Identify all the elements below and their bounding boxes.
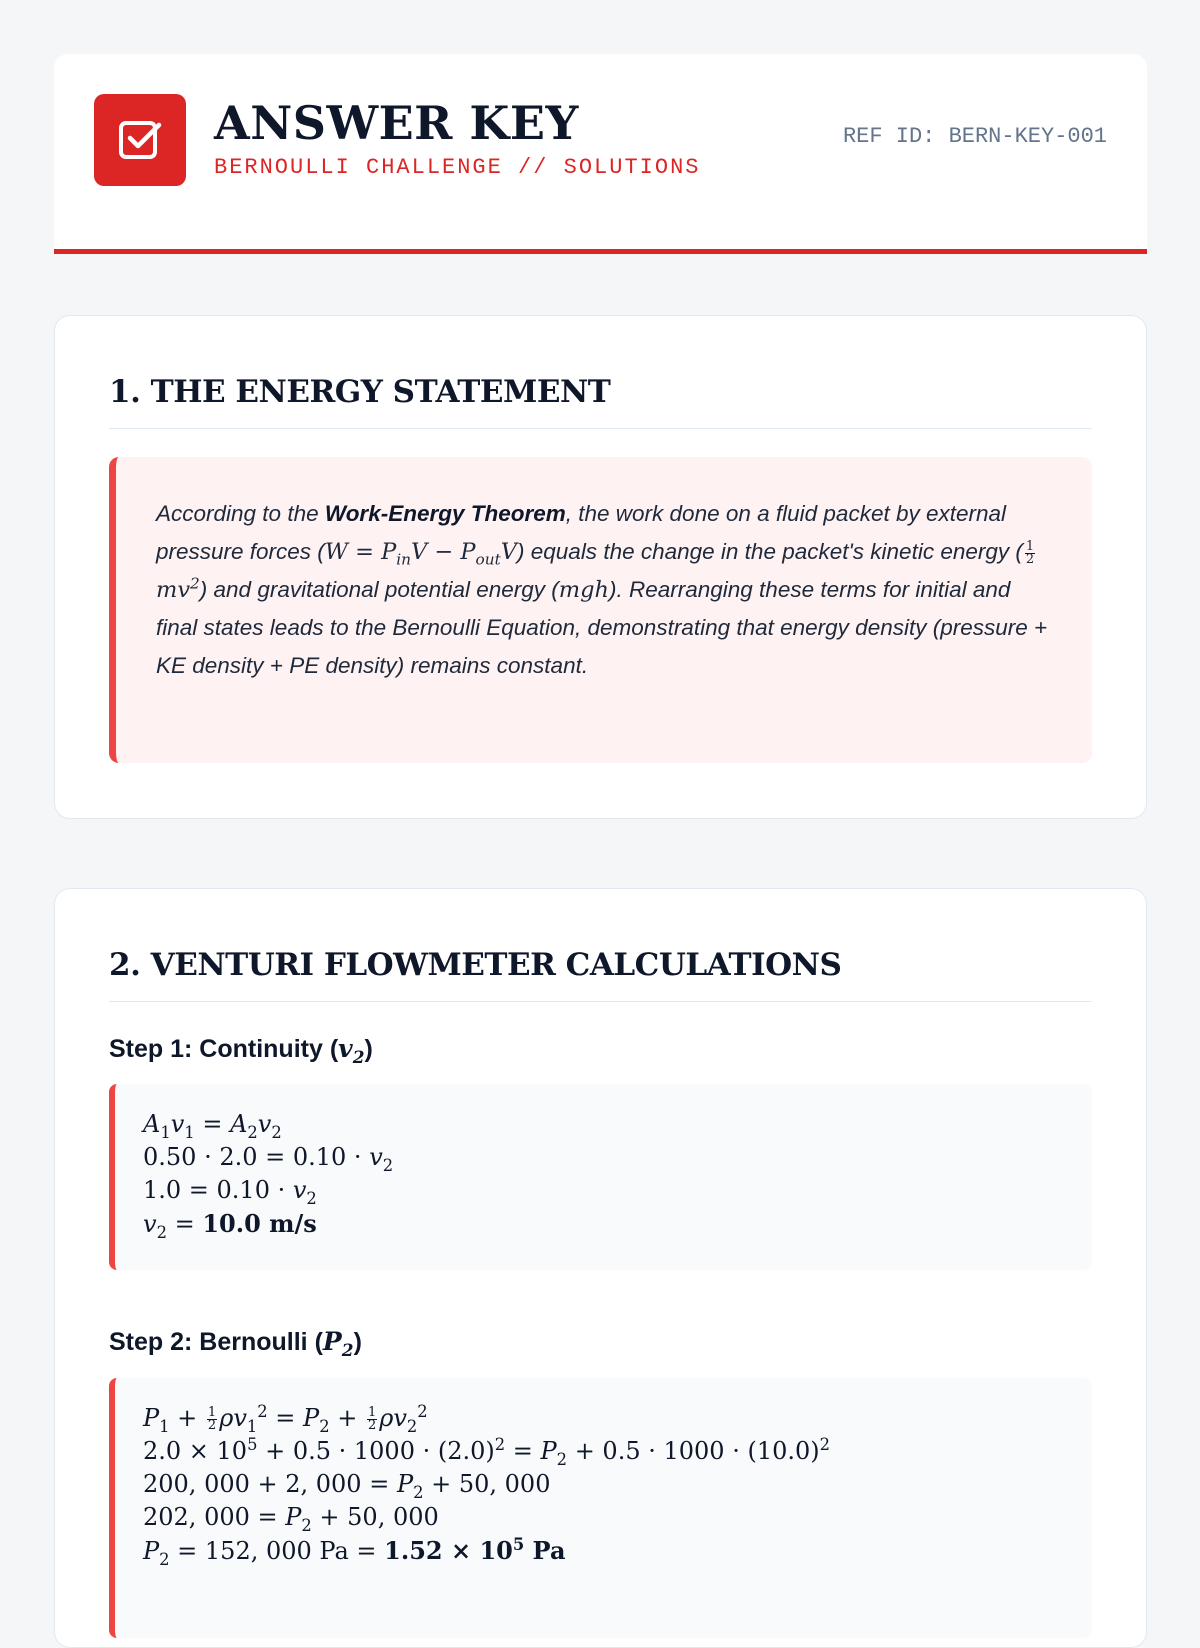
equation-line: 202, $000 = P_2 + 50$, 000 xyxy=(143,1503,439,1535)
equation-line: $A_1v_1 = A_2v_2$ xyxy=(143,1110,282,1142)
page-subtitle: BERNOULLI CHALLENGE // SOLUTIONS xyxy=(214,155,701,180)
page-title: ANSWER KEY xyxy=(214,96,579,150)
equation-line: $1.0 = 0.10 \cdot v_2$ xyxy=(143,1176,317,1208)
section-title-venturi: 2. VENTURI FLOWMETER CALCULATIONS xyxy=(109,947,1092,1002)
equation-line: $2.0 \times 10^5 + 0.5 \cdot 1000 \cdot (2.0)^2 = P_2 + 0.5 \cdot 1000 \cdot (10.0)^2$ xyxy=(143,1435,831,1469)
kinetic-energy-formula: $\frac{1}{2}$ $mv^2$ xyxy=(156,538,1035,603)
step2-title: Step 2: Bernoulli $(P_2)$ xyxy=(109,1327,362,1361)
ref-id: REF ID: BERN-KEY-001 xyxy=(842,124,1107,149)
header-card xyxy=(54,54,1147,254)
equation-line: $P_1$ + $\frac{1}{2}$ $\rho v_1^2 = P_2$ + $\frac{1}{2}$ $\rho v_2^2$ xyxy=(143,1402,428,1436)
energy-statement-callout xyxy=(109,457,1092,763)
bernoulli-equations xyxy=(109,1378,1092,1638)
equation-line: $0.50 \cdot 2.0 = 0.10 \cdot v_2$ xyxy=(143,1143,394,1175)
section-title-energy-statement: 1. THE ENERGY STATEMENT xyxy=(109,374,1092,429)
equation-line: $v_2 = 10.0$ m/s xyxy=(143,1209,317,1242)
potential-energy-formula: mgh xyxy=(558,577,609,603)
equation-line: $P_2 = 152$, 000 $Pa = 1.52 \times 10^5$ Pa xyxy=(143,1535,566,1569)
energy-statement-text: According to the Work-Energy Theorem, the work done on a fluid packet by external pressure forces $(W = P_{in}V - P_{out}V)$ equals the change in the packet's kinetic energy ( $\frac{1}{2}$ $mv^2$) and gravitational potential energy (mgh). Rearranging these terms for initial and final states leads to the Bernoulli Equation, demonstrating that energy density (pressure + KE density + PE density) remains constant. xyxy=(156,501,1048,678)
work-formula: $W = P_{in}V - P_{out}V$ xyxy=(324,539,518,569)
step1-title: Step 1: Continuity $(v_2)$ xyxy=(109,1034,373,1068)
logo xyxy=(94,94,186,186)
checkbox-icon xyxy=(116,116,164,164)
continuity-equations xyxy=(109,1084,1092,1270)
equation-line: 200, 000 + 2, $000 = P_2 + 50$, 000 xyxy=(143,1470,551,1502)
energy-statement-card xyxy=(54,315,1147,819)
venturi-calculations-card xyxy=(54,888,1147,1648)
